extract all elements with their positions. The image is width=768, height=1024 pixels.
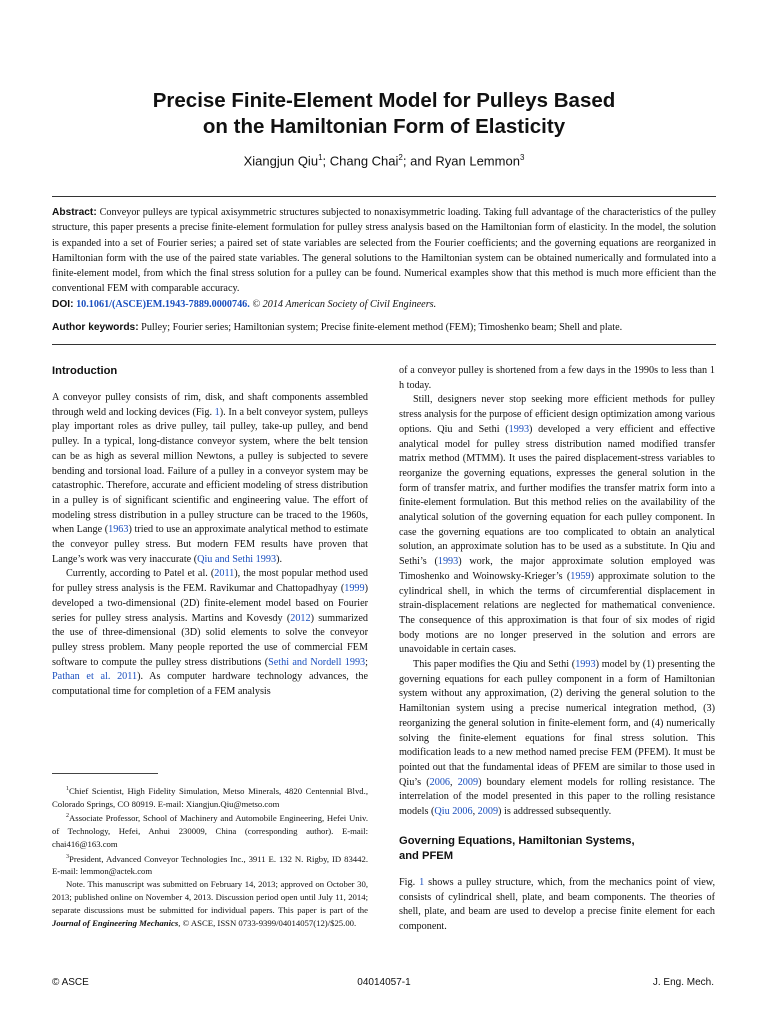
right-paragraph-2: This paper modifies the Qiu and Sethi (1993) model by (1) presenting the governing equations for each pulley component in a form of Hamiltonian system without any approximation, (2) deriving the general solution to the Hamiltonian system using a precise numerical integration method, (3) reorganizing the general solution in finite-element form, and (4) numerically solving the finite-element equations for final stress solution. This modification leads to a new method named precise FEM (PFEM). It must be pointed out that the fundamental ideas of PFEM are similar to those used in Qiu’s (2006, 2009) boundary element models for rolling resistance. The interrelation of the model presented in this paper to the rolling resistance models (Qiu 2006, 2009) is addressed subsequently. — [399, 659, 716, 818]
intro-paragraph-2: Currently, according to Patel et al. (2011), the most popular method used for pulley stress analysis is the FEM. Ravikumar and Chattopadhyay (1999) developed a two-dimensional (2D) finite-element model based on Fourier series for pulley stress analysis. Martins and Kovesdy (2012) summarized the use of three-dimensional (3D) solid elements to solve the conveyor pulley stress problem. Many people reported the use of commercial FEM software to compute the pulley stress distributions (Sethi and Nordell 1993; Pathan et al. 2011). As computer hardware technology advances, the computational time for completion of a FEM analysis — [52, 568, 368, 698]
citation-link[interactable]: 1959 — [570, 570, 591, 582]
left-column — [52, 364, 368, 700]
affil-mark-1: 1 — [318, 153, 323, 162]
citation-link[interactable]: 2009 — [477, 806, 499, 818]
author-list — [0, 153, 768, 168]
right-paragraph-3: Fig. 1 shows a pulley structure, which, from the mechanics point of view, consists of cylindrical shell, plate, and beam components. The theories of shell, plate, and beam are used to develop a precise finite element for each component. — [399, 876, 716, 932]
fig-ref[interactable]: 1 — [419, 876, 425, 888]
author-2: ; Chang Chai — [322, 153, 399, 169]
fig-ref[interactable]: 1 — [214, 406, 220, 418]
right-column — [399, 364, 715, 935]
doi-line — [52, 297, 716, 312]
affil-mark-2: 2 — [398, 153, 403, 162]
title-line-1: Precise Finite-Element Model for Pulleys Based — [152, 89, 616, 112]
citation-link[interactable]: 1963 — [108, 524, 129, 536]
footnote-3: $^3$President, Advanced Conveyor Technologies Inc., 3911 E. 132 N. Rigby, ID 83442. E-mail: lemmon@actek.com — [52, 853, 368, 877]
journal-name: Journal of Engineering Mechanics — [52, 917, 179, 928]
author-3: ; and Ryan Lemmon — [402, 153, 520, 169]
citation-link[interactable]: 1999 — [344, 583, 365, 595]
footnotes — [52, 783, 368, 929]
footer-journal: J. Eng. Mech. — [652, 977, 714, 988]
citation-link[interactable]: 2012 — [290, 612, 311, 624]
abstract — [52, 205, 716, 312]
citation-link[interactable]: 2009 — [457, 776, 479, 788]
paper-title — [0, 88, 768, 140]
author-keywords — [52, 320, 716, 335]
keywords-text: Pulley; Fourier series; Hamiltonian system; Precise finite-element method (FEM); Timoshenko beam; Shell and plate. — [141, 322, 623, 333]
title-line-2: on the Hamiltonian Form of Elasticity — [202, 115, 566, 138]
intro-paragraph-1: A conveyor pulley consists of rim, disk, and shaft components assembled through weld and locking devices (Fig. 1). In a belt conveyor system, pulleys play important roles as drive pulley, tail pulley, take-up pulley, and bend pulley. In a typical, long-distance conveyor system, where the belt tension can be as high as several million Newtons, a pulley is subjected to severe bending and torsional load. Failure of a pulley in a conveyor system may be catastrophic. Therefore, accurate and efficient modeling of stress distribution in a pulley is of significant scientific and engineering value. The effort of modeling stress distribution in a pulley structure can be traced to the 1960s, when Lange (1963) tried to use an approximate analytical method to estimate the conveyor pulley stress. But modern FEM results have proven that Lange’s work was very inaccurate (Qiu and Sethi 1993). — [52, 392, 368, 565]
citation-link[interactable]: 1993 — [575, 659, 596, 671]
abstract-bottom-rule — [52, 344, 716, 345]
citation-link[interactable]: 1993 — [508, 423, 530, 435]
footnote-1: $^1$Chief Scientist, High Fidelity Simulation, Metso Minerals, 4820 Centennial Blvd., Colorado Springs, CO 80919. E-mail: Xiangjun.Qiu@metso.com — [52, 785, 368, 809]
manuscript-note: Note. This manuscript was submitted on February 14, 2013; approved on October 30, 2013; published online on November 4, 2013. Discussion period open until July 11, 2014; separate discussions must be submitted for individual papers. This paper is part of the Journal of Engineering Mechanics, © ASCE, ISSN 0733-9399/04014057(12)/$25.00. — [52, 879, 368, 928]
copyright: © 2014 American Society of Civil Engineers. — [252, 298, 437, 310]
citation-link[interactable]: Sethi and Nordell 1993 — [268, 656, 366, 668]
abstract-top-rule — [52, 196, 716, 197]
footer-page-id: 04014057-1 — [357, 977, 411, 988]
keywords-label: Author keywords: — [52, 322, 139, 333]
abstract-text: Conveyor pulleys are typical axisymmetric structures subjected to nonaxisymmetric loading. Taking full advantage of the characteristics of the pulley structure, this paper presents a precise finite-element formulation for pulley stress analysis based on the Hamiltonian form of elasticity. In the model, the solution is expanded into a set of Fourier series; a paired set of state variables are selected from the Fourier coefficients; and the governing equations are reorganized in Hamiltonian form with the use of the paired state variables. The general solutions to the Hamiltonian system can be obtained numerically and formulated into a finite-element model, from which the final stress solution for a pulley can be found. Numerical examples show that this method is much more efficient than the conventional FEM with comparable accuracy. — [52, 207, 716, 295]
citation-link[interactable]: 2011 — [214, 568, 235, 580]
intro-heading: Introduction — [52, 365, 118, 377]
doi-link[interactable]: 10.1061/(ASCE)EM.1943-7889.0000746. — [76, 298, 250, 310]
affil-mark-3: 3 — [519, 153, 525, 162]
right-paragraph-1: Still, designers never stop seeking more efficient methods for pulley stress analysis for the purpose of efficient design optimization among various options. Qiu and Sethi (1993) developed a very efficient and effective analytical model for pulley stress distribution named modified transfer matrix method (MTMM). It uses the paired displacement-stress variables to reorganize the governing equations, expresses the general solution in the form of transfer matrix, and further modifies the transfer matrix form into a finite-element formulation. But this method relies on the availability of the analytical solution of the governing equation for each pulley component. In case the governing equations are too complicated to obtain an analytical solution, an approximate solution has to be used as a substitute. In Qiu and Sethi’s (1993) work, the major approximate solution employed was Timoshenko and Woinowsky-Krieger’s (1959) approximate solution to the cylindrical shell, in which the terms of circumferential displacement in strain-displacement relations are neglected for mathematical convenience. The consequence of this approximation is that four of six modes of rigid body motions are no longer preserved in the solution and errors are unavoidable in certain cases. — [399, 394, 716, 656]
footnote-rule — [52, 773, 158, 774]
abstract-label: Abstract: — [52, 207, 97, 218]
footer-publisher: © ASCE — [52, 977, 89, 988]
citation-link[interactable]: Pathan et al. 2011 — [52, 671, 138, 683]
footnote-2: $^2$Associate Professor, School of Machinery and Automobile Engineering, Hefei Univ. of Technology, Hefei, Anhui 230009, China (corresponding author). E-mail: chai416@163.com — [52, 813, 368, 849]
citation-link[interactable]: Qiu 2006 — [434, 806, 473, 818]
right-paragraph-0: of a conveyor pulley is shortened from a few days in the 1990s to less than 1 h today. — [399, 365, 715, 391]
doi-label: DOI: — [52, 298, 74, 310]
section-heading-governing: Governing Equations, Hamiltonian Systems, and PFEM — [399, 834, 635, 862]
author-1: Xiangjun Qiu — [243, 153, 319, 169]
citation-link[interactable]: 2006 — [429, 776, 450, 788]
citation-link[interactable]: Qiu and Sethi 1993 — [197, 553, 277, 565]
citation-link[interactable]: 1993 — [437, 556, 459, 568]
